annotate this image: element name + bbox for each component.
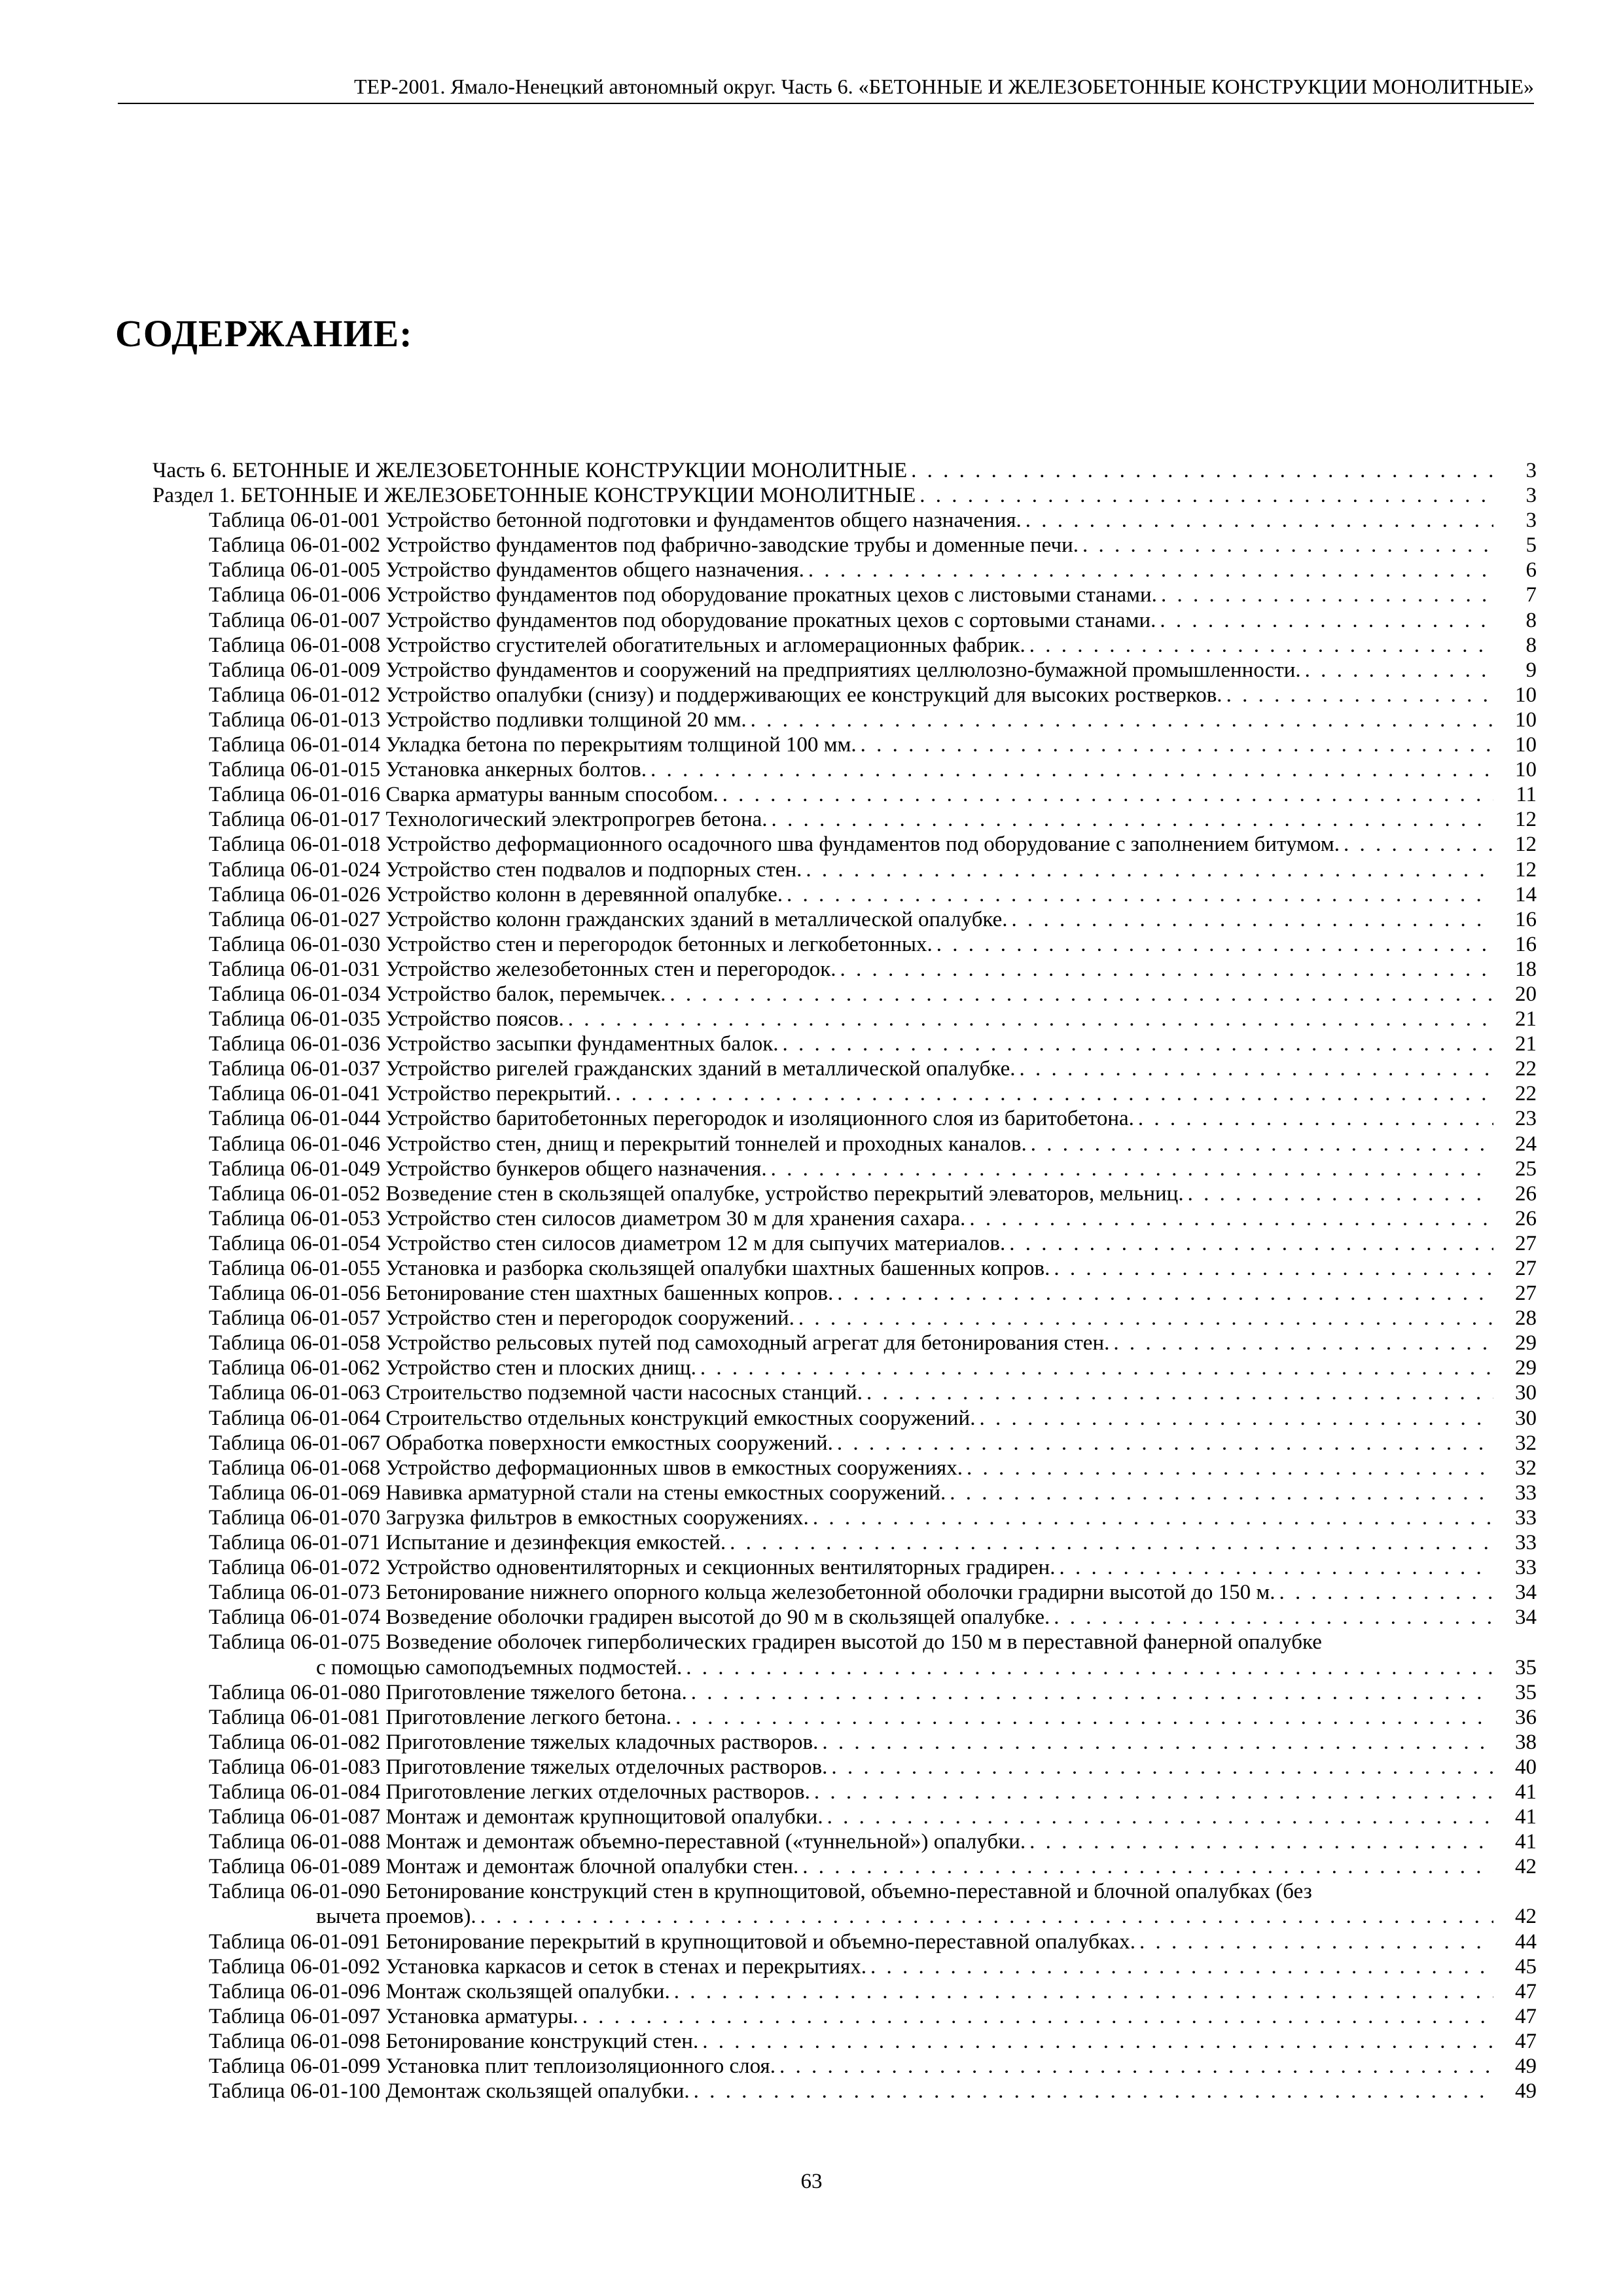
toc-entry — [152, 1355, 1537, 1380]
toc-entry-title: Таблица 06-01-041 Устройство перекрытий. — [209, 1082, 612, 1106]
toc-entry-title: Раздел 1. БЕТОННЫЕ И ЖЕЛЕЗОБЕТОННЫЕ КОНСТРУКЦИИ МОНОЛИТНЫЕ — [152, 484, 916, 508]
toc-entry-title: Таблица 06-01-049 Устройство бункеров общего назначения. — [209, 1157, 767, 1181]
toc-entry — [152, 1530, 1537, 1555]
toc-entry-page: 21 — [1515, 1032, 1537, 1056]
toc-entry-title: Таблица 06-01-001 Устройство бетонной подготовки и фундаментов общего назначения. — [209, 509, 1022, 533]
dot-leader — [969, 1206, 1493, 1231]
toc-entry-page: 9 — [1525, 658, 1537, 682]
toc-entry-title: Таблица 06-01-056 Бетонирование стен шахтных башенных копров. — [209, 1282, 834, 1306]
toc-entry — [152, 633, 1537, 658]
toc-entry-page: 8 — [1525, 608, 1537, 632]
toc-entry-title: Таблица 06-01-017 Технологический электропрогрев бетона. — [209, 808, 768, 832]
dot-leader — [675, 1705, 1493, 1730]
toc-entry-page: 10 — [1515, 708, 1537, 732]
toc-entry-title: Таблица 06-01-068 Устройство деформационных швов в емкостных сооружениях. — [209, 1456, 963, 1480]
toc-entry — [152, 658, 1537, 683]
dot-leader — [861, 732, 1493, 757]
dot-leader — [686, 1655, 1493, 1680]
toc-entry-page: 30 — [1515, 1406, 1537, 1430]
toc-entry-title: Таблица 06-01-009 Устройство фундаментов и сооружений на предприятиях целлюлозно-бумажной промышленности. — [209, 658, 1301, 682]
toc-entry-title: Таблица 06-01-073 Бетонирование нижнего опорного кольца железобетонной оболочки градирни высотой до 150 м. — [209, 1581, 1275, 1605]
toc-entry — [152, 1605, 1537, 1630]
toc-entry-title: Таблица 06-01-034 Устройство балок, перемычек. — [209, 982, 666, 1006]
toc-entry-title: Таблица 06-01-031 Устройство железобетонных стен и перегородок. — [209, 957, 836, 981]
toc-entry-title: Таблица 06-01-005 Устройство фундаментов общего назначения. — [209, 558, 804, 583]
toc-entry-title: Таблица 06-01-080 Приготовление тяжелого бетона. — [209, 1680, 687, 1704]
toc-entry-page: 42 — [1515, 1905, 1537, 1929]
toc-entry-title: Таблица 06-01-037 Устройство ригелей гражданских зданий в металлической опалубке. — [209, 1057, 1016, 1081]
toc-entry — [152, 1206, 1537, 1231]
toc-entry-page: 14 — [1515, 882, 1537, 906]
dot-leader — [771, 1157, 1493, 1181]
toc-entry-page: 5 — [1525, 533, 1537, 558]
toc-entry-page: 36 — [1515, 1705, 1537, 1729]
dot-leader — [919, 483, 1493, 508]
toc-entry-page: 49 — [1515, 2054, 1537, 2078]
toc-entry-page: 26 — [1515, 1206, 1537, 1230]
dot-leader — [866, 1380, 1493, 1405]
toc-entry — [152, 708, 1537, 732]
dot-leader — [615, 1081, 1493, 1106]
toc-entry-page: 8 — [1525, 633, 1537, 657]
toc-entry — [152, 483, 1537, 508]
toc-entry-title: Таблица 06-01-046 Устройство стен, днищ и перекрытий тоннелей и проходных каналов. — [209, 1132, 1027, 1156]
toc-entry-title: Таблица 06-01-006 Устройство фундаментов под оборудование прокатных цехов с листовыми станами. — [209, 583, 1157, 607]
toc-entry-page: 33 — [1515, 1480, 1537, 1505]
dot-leader — [1082, 533, 1493, 558]
toc-entry — [152, 757, 1537, 782]
toc-entry-page: 27 — [1515, 1257, 1537, 1280]
toc-entry-page: 27 — [1515, 1231, 1537, 1255]
toc-entry — [152, 907, 1537, 932]
toc-entry-title: Таблица 06-01-074 Возведение оболочки градирен высотой до 90 м в скользящей опалубке. — [209, 1605, 1050, 1630]
dot-leader — [870, 1954, 1493, 1979]
toc-entry-page: 41 — [1515, 1805, 1537, 1829]
toc-entry-title: Таблица 06-01-014 Укладка бетона по перекрытиям толщиной 100 мм. — [209, 733, 857, 757]
dot-leader — [1020, 1056, 1493, 1081]
toc-entry — [152, 957, 1537, 982]
toc-entry-page: 28 — [1515, 1306, 1537, 1331]
toc-entry-title: Таблица 06-01-063 Строительство подземной части насосных станций. — [209, 1381, 863, 1405]
dot-leader — [936, 932, 1493, 957]
toc-entry-title: Таблица 06-01-069 Навивка арматурной стали на стены емкостных сооружений. — [209, 1480, 946, 1505]
toc-entry-page: 27 — [1515, 1282, 1537, 1306]
dot-leader — [694, 2079, 1493, 2104]
toc-entry-title: Таблица 06-01-027 Устройство колонн гражданских зданий в металлической опалубке. — [209, 907, 1008, 931]
toc-entry-page: 33 — [1515, 1556, 1537, 1580]
toc-entry-title: Таблица 06-01-075 Возведение оболочек гиперболических градирен высотой до 150 м в переставной фанерной опалубке — [209, 1630, 1322, 1655]
dot-leader — [1344, 832, 1493, 857]
dot-leader — [822, 1730, 1493, 1755]
toc-entry-title: Таблица 06-01-024 Устройство стен подвалов и подпорных стен. — [209, 857, 802, 882]
dot-leader — [751, 708, 1493, 732]
toc-entry-page: 18 — [1515, 957, 1537, 981]
toc-entry — [152, 2029, 1537, 2054]
dot-leader — [691, 1680, 1493, 1705]
dot-leader — [730, 1530, 1493, 1555]
toc-entry-title-continued: с помощью самоподъемных подмостей. — [316, 1655, 683, 1679]
toc-entry-title-continued: вычета проемов). — [316, 1905, 476, 1929]
dot-leader — [967, 1456, 1493, 1480]
toc-entry — [152, 583, 1537, 607]
dot-leader — [651, 757, 1493, 782]
toc-entry — [152, 1680, 1537, 1705]
toc-entry-title: Таблица 06-01-016 Сварка арматуры ванным способом. — [209, 783, 719, 807]
toc-entry-title: Таблица 06-01-084 Приготовление легких отделочных растворов. — [209, 1780, 810, 1804]
toc-entry — [152, 608, 1537, 633]
toc-entry — [152, 458, 1537, 483]
toc-entry-title: Таблица 06-01-058 Устройство рельсовых путей под самоходный агрегат для бетонирования стен. — [209, 1331, 1110, 1355]
running-header: ТЕР-2001. Ямало-Ненецкий автономный округ. Часть 6. «БЕТОННЫЕ И ЖЕЛЕЗОБЕТОННЫЕ КОНСТРУКЦИИ МОНОЛИТНЫЕ» — [118, 75, 1534, 104]
toc-entry — [152, 1281, 1537, 1306]
toc-entry-title: Таблица 06-01-057 Устройство стен и перегородок сооружений. — [209, 1306, 794, 1331]
page-number: 63 — [800, 2170, 823, 2193]
toc-entry — [152, 1829, 1537, 1854]
dot-leader — [813, 1505, 1493, 1530]
toc-entry — [152, 1929, 1537, 1954]
toc-entry — [152, 1854, 1537, 1879]
toc-entry-title: Таблица 06-01-026 Устройство колонн в деревянной опалубке. — [209, 882, 783, 906]
dot-leader — [837, 1281, 1493, 1306]
toc-entry-title: Таблица 06-01-013 Устройство подливки толщиной 20 мм. — [209, 708, 747, 732]
toc-entry — [152, 1306, 1537, 1331]
toc-entry-page: 38 — [1515, 1730, 1537, 1754]
toc-entry — [152, 1879, 1537, 1929]
toc-entry — [152, 683, 1537, 708]
toc-entry — [152, 2004, 1537, 2029]
dot-leader — [1113, 1331, 1493, 1355]
toc-entry — [152, 1380, 1537, 1405]
toc-entry-title: Таблица 06-01-044 Устройство баритобетонных перегородок и изоляционного слоя из баритобетона. — [209, 1107, 1134, 1131]
toc-entry — [152, 1630, 1537, 1679]
dot-leader — [783, 1031, 1493, 1056]
toc-entry-page: 33 — [1515, 1531, 1537, 1555]
toc-entry — [152, 2054, 1537, 2079]
toc-entry — [152, 1780, 1537, 1804]
toc-entry — [152, 1505, 1537, 1530]
toc-entry — [152, 558, 1537, 583]
toc-entry-title: Таблица 06-01-081 Приготовление легкого бетона. — [209, 1705, 672, 1729]
toc-entry — [152, 1456, 1537, 1480]
dot-leader — [1012, 907, 1493, 932]
toc-entry-page: 10 — [1515, 758, 1537, 782]
toc-entry-page: 45 — [1515, 1954, 1537, 1979]
toc-entry-title: Таблица 06-01-083 Приготовление тяжелых отделочных растворов. — [209, 1755, 828, 1779]
toc-entry — [152, 1157, 1537, 1181]
toc-entry — [152, 1031, 1537, 1056]
toc-entry-title: Таблица 06-01-053 Устройство стен силосов диаметром 30 м для хранения сахара. — [209, 1206, 966, 1230]
toc-entry — [152, 533, 1537, 558]
toc-entry — [152, 1231, 1537, 1256]
dot-leader — [806, 857, 1493, 882]
dot-leader — [674, 1979, 1493, 2004]
dot-leader — [480, 1904, 1493, 1929]
toc-entry-title: Таблица 06-01-098 Бетонирование конструкций стен. — [209, 2029, 699, 2053]
toc-entry-page: 12 — [1515, 808, 1537, 832]
dot-leader — [1161, 583, 1493, 607]
dot-leader — [1188, 1181, 1493, 1206]
toc-entry-page: 33 — [1515, 1505, 1537, 1530]
toc-entry-title: Таблица 06-01-054 Устройство стен силосов диаметром 12 м для сыпучих материалов. — [209, 1231, 1006, 1255]
toc-entry — [152, 1256, 1537, 1281]
toc-entry — [152, 508, 1537, 533]
dot-leader — [1009, 1231, 1493, 1256]
dot-leader — [1138, 1106, 1493, 1131]
toc-entry-page: 47 — [1515, 2004, 1537, 2028]
toc-entry-title: Таблица 06-01-002 Устройство фундаментов под фабрично-заводские трубы и доменные печи. — [209, 533, 1079, 558]
toc-entry-page: 44 — [1515, 1929, 1537, 1954]
toc-entry-title: Таблица 06-01-007 Устройство фундаментов под оборудование прокатных цехов с сортовыми станами. — [209, 608, 1156, 632]
toc-entry-page: 32 — [1515, 1456, 1537, 1480]
toc-entry-title: Таблица 06-01-062 Устройство стен и плоских днищ. — [209, 1356, 696, 1380]
toc-entry — [152, 982, 1537, 1007]
toc-entry — [152, 932, 1537, 957]
toc-entry-title: Таблица 06-01-091 Бетонирование перекрытий в крупнощитовой и объемно-переставной опалубках. — [209, 1929, 1136, 1954]
dot-leader — [1305, 658, 1493, 683]
toc-entry — [152, 1331, 1537, 1355]
toc-entry-title: Таблица 06-01-097 Установка арматуры. — [209, 2004, 579, 2028]
toc-entry-page: 12 — [1515, 833, 1537, 857]
dot-leader — [827, 1804, 1493, 1829]
toc-entry-page: 21 — [1515, 1007, 1537, 1031]
toc-entry-title: Таблица 06-01-087 Монтаж и демонтаж крупнощитовой опалубки. — [209, 1805, 823, 1829]
dot-leader — [979, 1406, 1493, 1431]
toc-entry-title: Таблица 06-01-088 Монтаж и демонтаж объемно-переставной («туннельной») опалубки. — [209, 1830, 1026, 1854]
toc-entry-page: 23 — [1515, 1107, 1537, 1131]
toc-entry — [152, 1106, 1537, 1131]
toc-entry-page: 3 — [1525, 459, 1537, 482]
toc-entry — [152, 882, 1537, 907]
toc-entry-title: Таблица 06-01-100 Демонтаж скользящей опалубки. — [209, 2079, 690, 2104]
toc-entry — [152, 1705, 1537, 1730]
toc-entry-title: Таблица 06-01-052 Возведение стен в скользящей опалубке, устройство перекрытий элеваторов, мельниц. — [209, 1181, 1184, 1206]
toc-entry-page: 11 — [1516, 783, 1537, 807]
toc-entry — [152, 1181, 1537, 1206]
dot-leader — [787, 882, 1493, 907]
toc-entry-title: Часть 6. БЕТОННЫЕ И ЖЕЛЕЗОБЕТОННЫЕ КОНСТРУКЦИИ МОНОЛИТНЫЕ — [152, 459, 908, 482]
toc-entry-page: 3 — [1525, 484, 1537, 508]
dot-leader — [1054, 1605, 1493, 1630]
toc-entry-page: 34 — [1515, 1581, 1537, 1605]
toc-entry — [152, 1406, 1537, 1431]
dot-leader — [700, 1355, 1493, 1380]
toc-entry — [152, 1007, 1537, 1031]
toc-entry-page: 10 — [1515, 683, 1537, 707]
toc-entry — [152, 1979, 1537, 2004]
dot-leader — [1160, 608, 1493, 633]
toc-entry — [152, 1580, 1537, 1605]
toc-entry-title: Таблица 06-01-055 Установка и разборка скользящей опалубки шахтных башенных копров. — [209, 1257, 1050, 1280]
toc-entry-page: 49 — [1515, 2079, 1537, 2104]
toc-entry-title: Таблица 06-01-090 Бетонирование конструкций стен в крупнощитовой, объемно-переставной и блочной опалубках (без — [209, 1880, 1312, 1904]
toc-entry-title: Таблица 06-01-096 Монтаж скользящей опалубки. — [209, 1979, 670, 2003]
toc-entry — [152, 1730, 1537, 1755]
toc-entry — [152, 857, 1537, 882]
dot-leader — [837, 1431, 1493, 1456]
toc-entry-title: Таблица 06-01-072 Устройство одновентиляторных и секционных вентиляторных градирен. — [209, 1556, 1056, 1580]
toc-entry — [152, 807, 1537, 832]
dot-leader — [722, 782, 1493, 807]
dot-leader — [1226, 683, 1493, 708]
toc-entry — [152, 1555, 1537, 1580]
toc-entry-page: 41 — [1515, 1830, 1537, 1854]
toc-entry-page: 10 — [1515, 733, 1537, 757]
toc-entry-title: Таблица 06-01-064 Строительство отдельных конструкций емкостных сооружений. — [209, 1406, 976, 1430]
toc-entry-page: 22 — [1515, 1057, 1537, 1081]
page-title: СОДЕРЖАНИЕ: — [115, 312, 413, 355]
toc-entry-title: Таблица 06-01-099 Установка плит теплоизоляционного слоя. — [209, 2054, 776, 2078]
toc-entry-page: 3 — [1525, 509, 1537, 533]
toc-entry-page: 47 — [1515, 1979, 1537, 2003]
dot-leader — [831, 1755, 1493, 1780]
toc-entry-title: Таблица 06-01-012 Устройство опалубки (снизу) и поддерживающих ее конструкций для высоких ростверков. — [209, 683, 1222, 707]
toc-entry — [152, 832, 1537, 857]
toc-entry-page: 25 — [1515, 1157, 1537, 1181]
toc-entry — [152, 782, 1537, 807]
dot-leader — [840, 957, 1494, 982]
toc-entry-title: Таблица 06-01-067 Обработка поверхности емкостных сооружений. — [209, 1431, 833, 1455]
toc-entry-title: Таблица 06-01-030 Устройство стен и перегородок бетонных и легкобетонных. — [209, 932, 933, 956]
toc-entry-title: Таблица 06-01-036 Устройство засыпки фундаментных балок. — [209, 1032, 779, 1056]
toc-entry — [152, 1804, 1537, 1829]
dot-leader — [1031, 1132, 1493, 1157]
toc-entry — [152, 1081, 1537, 1106]
toc-entry-page: 12 — [1515, 857, 1537, 882]
toc-entry-page: 30 — [1515, 1381, 1537, 1405]
toc-entry-page: 42 — [1515, 1855, 1537, 1879]
toc-entry-title: Таблица 06-01-071 Испытание и дезинфекция емкостей. — [209, 1531, 726, 1555]
toc-entry-page: 40 — [1515, 1755, 1537, 1779]
dot-leader — [1059, 1555, 1493, 1580]
table-of-contents — [152, 458, 1537, 2104]
toc-entry — [152, 1056, 1537, 1081]
dot-leader — [1029, 633, 1493, 658]
toc-entry-page: 29 — [1515, 1331, 1537, 1355]
toc-entry — [152, 1954, 1537, 1979]
dot-leader — [582, 2004, 1493, 2029]
toc-entry-title: Таблица 06-01-008 Устройство сгустителей обогатительных и агломерационных фабрик. — [209, 633, 1026, 657]
toc-entry-page: 32 — [1515, 1431, 1537, 1455]
toc-entry — [152, 1480, 1537, 1505]
toc-entry-page: 26 — [1515, 1181, 1537, 1206]
dot-leader — [808, 558, 1493, 583]
dot-leader — [1279, 1580, 1493, 1605]
toc-entry-page: 35 — [1515, 1655, 1537, 1679]
toc-entry-page: 16 — [1515, 907, 1537, 931]
toc-entry-title: Таблица 06-01-089 Монтаж и демонтаж блочной опалубки стен. — [209, 1855, 799, 1879]
dot-leader — [702, 2029, 1493, 2054]
toc-entry-title: Таблица 06-01-082 Приготовление тяжелых кладочных растворов. — [209, 1730, 819, 1754]
toc-entry-title: Таблица 06-01-018 Устройство деформационного осадочного шва фундаментов под оборудование с заполнением битумом. — [209, 833, 1340, 857]
toc-entry-page: 6 — [1525, 558, 1537, 583]
dot-leader — [779, 2054, 1493, 2079]
dot-leader — [1139, 1929, 1493, 1954]
dot-leader — [802, 1854, 1493, 1879]
toc-entry-page: 29 — [1515, 1356, 1537, 1380]
toc-entry-page: 16 — [1515, 932, 1537, 956]
toc-entry — [152, 1132, 1537, 1157]
dot-leader — [1026, 508, 1493, 533]
dot-leader — [911, 458, 1493, 483]
dot-leader — [568, 1007, 1493, 1031]
dot-leader — [798, 1306, 1493, 1331]
toc-entry — [152, 1431, 1537, 1456]
toc-entry — [152, 1755, 1537, 1780]
toc-entry — [152, 2079, 1537, 2104]
dot-leader — [772, 807, 1493, 832]
toc-entry-page: 20 — [1515, 982, 1537, 1006]
toc-entry-page: 34 — [1515, 1605, 1537, 1630]
dot-leader — [1054, 1256, 1493, 1281]
toc-entry — [152, 732, 1537, 757]
toc-entry-page: 22 — [1515, 1082, 1537, 1106]
toc-entry-title: Таблица 06-01-015 Установка анкерных болтов. — [209, 758, 647, 782]
toc-entry-page: 7 — [1525, 583, 1537, 607]
toc-entry-title: Таблица 06-01-092 Установка каркасов и сеток в стенах и перекрытиях. — [209, 1954, 866, 1979]
toc-entry-title: Таблица 06-01-070 Загрузка фильтров в емкостных сооружениях. — [209, 1505, 809, 1530]
dot-leader — [814, 1780, 1493, 1804]
toc-entry-page: 47 — [1515, 2029, 1537, 2053]
dot-leader — [950, 1480, 1493, 1505]
toc-entry-page: 41 — [1515, 1780, 1537, 1804]
dot-leader — [669, 982, 1493, 1007]
dot-leader — [1029, 1829, 1493, 1854]
toc-entry-page: 35 — [1515, 1680, 1537, 1704]
toc-entry-title: Таблица 06-01-035 Устройство поясов. — [209, 1007, 564, 1031]
toc-entry-page: 24 — [1515, 1132, 1537, 1156]
